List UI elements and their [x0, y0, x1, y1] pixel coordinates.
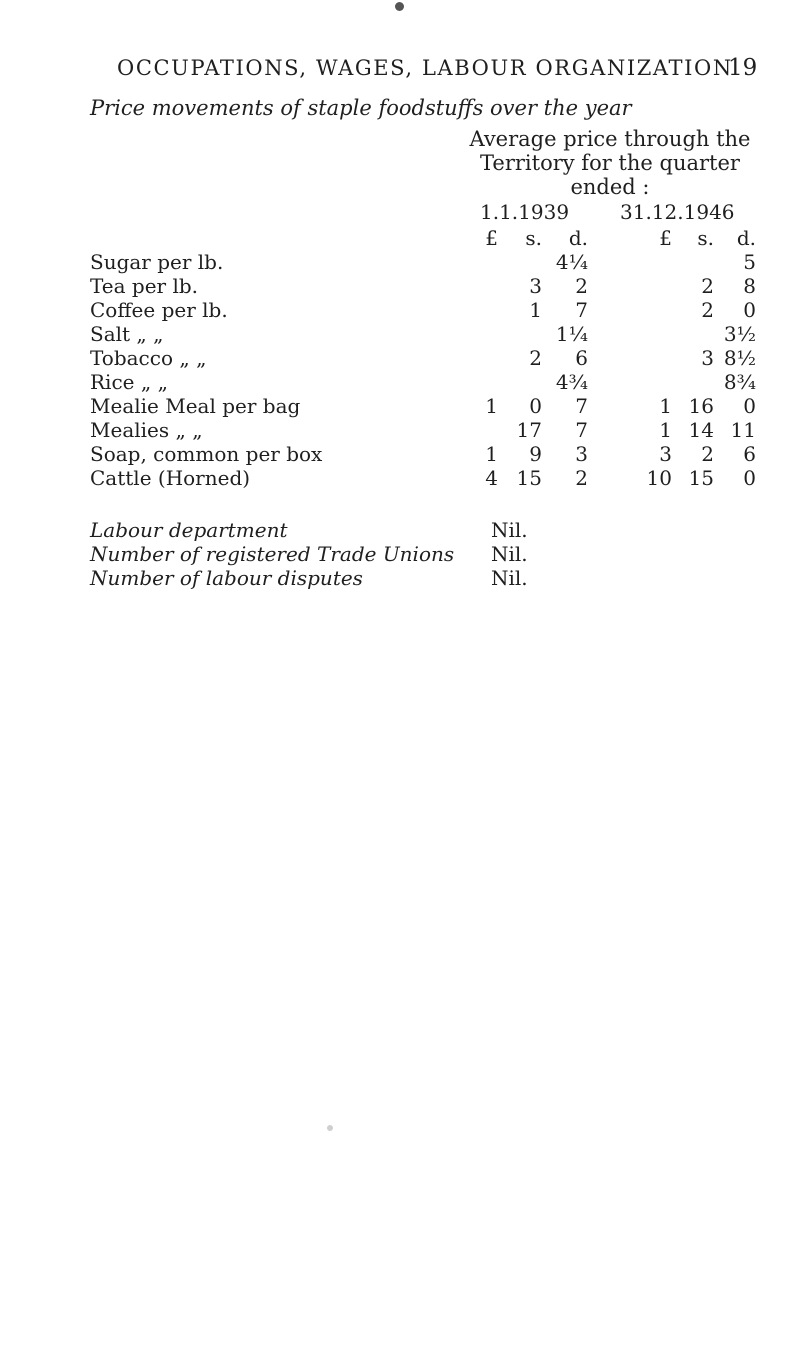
table-cell: 8¾: [723, 370, 756, 394]
unit-pounds: £: [659, 226, 672, 250]
table-cell: 6: [743, 442, 756, 466]
section-title: Price movements of staple foodstuffs over the year: [90, 96, 632, 120]
table-cell: 1: [485, 442, 498, 466]
print-speck: [395, 2, 404, 11]
unit-pence: d.: [568, 226, 588, 250]
table-cell: 10: [646, 466, 672, 490]
table-cell: 11: [730, 418, 756, 442]
table-cell: 1¼: [555, 322, 588, 346]
labour-value: Nil.: [491, 518, 528, 542]
table-row-item: Salt „ „: [90, 322, 164, 346]
table-cell: 1: [485, 394, 498, 418]
table-row-item: Soap, common per box: [90, 442, 323, 466]
unit-shillings: s.: [525, 226, 542, 250]
table-cell: 7: [575, 298, 588, 322]
table-row-item: Rice „ „: [90, 370, 168, 394]
labour-value: Nil.: [491, 542, 528, 566]
table-caption-line: ended :: [570, 175, 650, 199]
table-cell: 14: [688, 418, 714, 442]
table-cell: 2: [575, 274, 588, 298]
labour-label: Labour department: [90, 518, 288, 542]
table-row-item: Coffee per lb.: [90, 298, 228, 322]
table-cell: 5: [743, 250, 756, 274]
table-cell: 16: [688, 394, 714, 418]
table-cell: 2: [529, 346, 542, 370]
table-cell: 1: [529, 298, 542, 322]
table-cell: 4¼: [555, 250, 588, 274]
table-cell: 2: [575, 466, 588, 490]
table-cell: 7: [575, 418, 588, 442]
print-speck: [327, 1125, 333, 1131]
table-cell: 2: [701, 442, 714, 466]
labour-label: Number of labour disputes: [90, 566, 363, 590]
running-header: OCCUPATIONS, WAGES, LABOUR ORGANIZATION: [117, 56, 733, 80]
table-cell: 2: [701, 274, 714, 298]
table-cell: 0: [743, 394, 756, 418]
table-row-item: Tobacco „ „: [90, 346, 207, 370]
table-cell: 6: [575, 346, 588, 370]
labour-value: Nil.: [491, 566, 528, 590]
unit-pounds: £: [485, 226, 498, 250]
column-header-1939: 1.1.1939: [480, 200, 570, 224]
table-cell: 2: [701, 298, 714, 322]
table-cell: 17: [516, 418, 542, 442]
table-cell: 8½: [723, 346, 756, 370]
table-cell: 15: [516, 466, 542, 490]
table-row-item: Tea per lb.: [90, 274, 199, 298]
table-cell: 3: [529, 274, 542, 298]
table-cell: 3: [701, 346, 714, 370]
table-row-item: Mealies „ „: [90, 418, 203, 442]
table-cell: 7: [575, 394, 588, 418]
table-row-item: Cattle (Horned): [90, 466, 251, 490]
page-number: 19: [728, 55, 758, 81]
table-cell: 15: [688, 466, 714, 490]
column-header-1946: 31.12.1946: [620, 200, 735, 224]
table-cell: 3: [575, 442, 588, 466]
table-cell: 9: [529, 442, 542, 466]
unit-shillings: s.: [697, 226, 714, 250]
table-cell: 4¾: [555, 370, 588, 394]
table-caption-line: Territory for the quarter: [480, 151, 740, 175]
table-cell: 8: [743, 274, 756, 298]
table-cell: 1: [659, 418, 672, 442]
table-row-item: Mealie Meal per bag: [90, 394, 301, 418]
table-caption-line: Average price through the: [469, 127, 751, 151]
table-cell: 0: [529, 394, 542, 418]
table-cell: 4: [485, 466, 498, 490]
unit-pence: d.: [736, 226, 756, 250]
table-cell: 3½: [723, 322, 756, 346]
labour-label: Number of registered Trade Unions: [90, 542, 455, 566]
table-cell: 1: [659, 394, 672, 418]
table-cell: 0: [743, 466, 756, 490]
table-cell: 3: [659, 442, 672, 466]
table-row-item: Sugar per lb.: [90, 250, 224, 274]
table-cell: 0: [743, 298, 756, 322]
